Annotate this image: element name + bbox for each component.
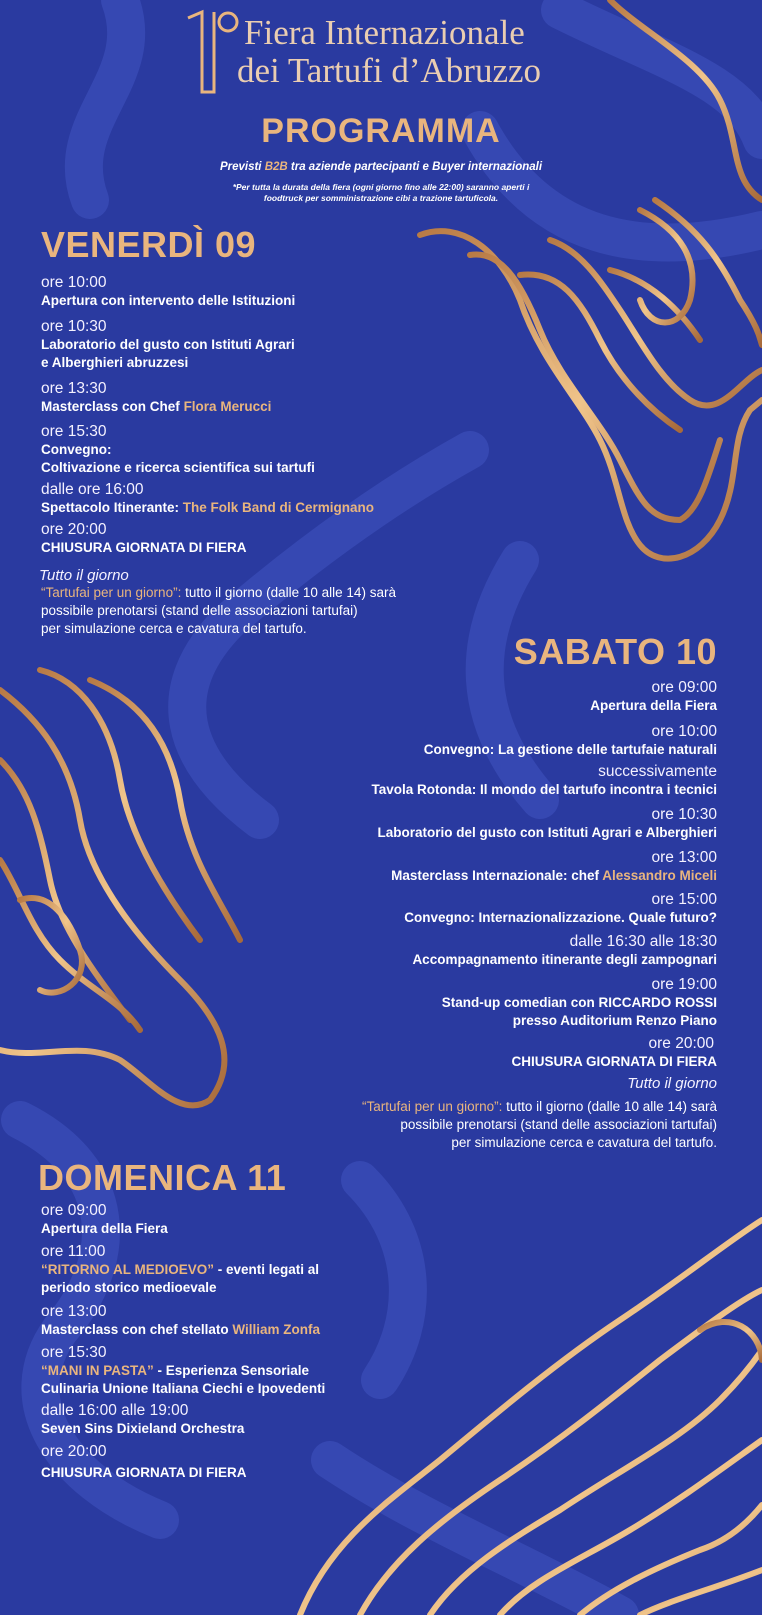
- friday-allday-line2: possibile prenotarsi (stand delle associazioni tartufai): [41, 603, 358, 618]
- sunday-schedule: [41, 1201, 481, 1482]
- saturday-time-9: ore 20:00: [648, 1035, 714, 1052]
- sunday-title: DOMENICA 11: [38, 1157, 287, 1198]
- friday-allday-highlight: “Tartufai per un giorno”:: [41, 585, 182, 600]
- friday-event-2b: e Alberghieri abruzzesi: [41, 355, 189, 370]
- sunday-event-2-highlight: “RITORNO AL MEDIOEVO”: [41, 1262, 215, 1277]
- programma-heading: PROGRAMMA: [261, 112, 501, 150]
- sunday-event-5: Seven Sins Dixieland Orchestra: [41, 1421, 245, 1436]
- saturday-allday-highlight: “Tartufai per un giorno”:: [362, 1099, 503, 1114]
- saturday-event-9: CHIUSURA GIORNATA DI FIERA: [511, 1054, 717, 1069]
- saturday-time-7: dalle 16:30 alle 18:30: [569, 933, 717, 950]
- saturday-event-5-chef: Alessandro Miceli: [602, 868, 717, 883]
- sunday-event-4-text: - Esperienza Sensoriale: [153, 1363, 310, 1378]
- saturday-allday-line3: per simulazione cerca e cavatura del tartufo.: [451, 1135, 717, 1150]
- saturday-event-2: Convegno: La gestione delle tartufaie naturali: [423, 742, 717, 757]
- friday-allday: Tutto il giorno: [39, 567, 129, 584]
- sunday-time-5: dalle 16:00 alle 19:00: [41, 1402, 189, 1419]
- sunday-event-3: [41, 1321, 481, 1339]
- friday-event-4a: Convegno:: [41, 442, 112, 457]
- foodtruck-note: [0, 182, 762, 204]
- sunday-event-2b: periodo storico medioevale: [41, 1280, 217, 1295]
- saturday-allday-text: tutto il giorno (dalle 10 alle 14) sarà: [502, 1099, 717, 1114]
- friday-event-3-chef: Flora Merucci: [183, 399, 272, 414]
- sunday-time-1: ore 09:00: [41, 1202, 107, 1219]
- friday-event-4b: Coltivazione e ricerca scientifica sui tartufi: [41, 460, 315, 475]
- sunday-event-3-chef: William Zonfa: [232, 1322, 320, 1337]
- sunday-event-3-text: Masterclass con chef stellato: [41, 1322, 233, 1337]
- friday-allday-line3: per simulazione cerca e cavatura del tartufo.: [41, 621, 307, 636]
- friday-event-5-text: Spettacolo Itinerante:: [41, 500, 183, 515]
- friday-event-3: [41, 398, 501, 416]
- friday-time-3: ore 13:30: [41, 380, 107, 397]
- friday-allday-text: tutto il giorno (dalle 10 alle 14) sarà: [181, 585, 396, 600]
- friday-event-1: Apertura con intervento delle Istituzioni: [41, 293, 296, 308]
- logo-title: [237, 13, 604, 90]
- friday-event-5-band: The Folk Band di Cermignano: [182, 500, 375, 515]
- friday-time-2: ore 10:30: [41, 318, 107, 335]
- saturday-event-6: Convegno: Internazionalizzazione. Quale futuro?: [404, 910, 717, 925]
- note-line1: *Per tutta la durata della fiera (ogni giorno fino alle 22:00) saranno aperti i: [232, 182, 530, 192]
- saturday-event-7: Accompagnamento itinerante degli zampognari: [412, 952, 717, 967]
- friday-event-3-text: Masterclass con Chef: [41, 399, 184, 414]
- logo-title-line1: Fiera Internazionale: [244, 13, 525, 52]
- saturday-event-4: Laboratorio del gusto con Istituti Agrari e Alberghieri: [377, 825, 717, 840]
- b2b-note: [0, 161, 762, 173]
- note-line2: foodtruck per somministrazione cibi a trazione tartuficola.: [263, 193, 499, 203]
- saturday-event-8: presso Auditorium Renzo Piano: [512, 1013, 717, 1028]
- saturday-time-5: ore 13:00: [651, 849, 717, 866]
- saturday-time-3: successivamente: [598, 763, 717, 780]
- friday-time-1: ore 10:00: [41, 274, 107, 291]
- friday-event-2a: Laboratorio del gusto con Istituti Agrari: [41, 337, 295, 352]
- friday-event-5: [41, 499, 501, 517]
- sunday-event-6: CHIUSURA GIORNATA DI FIERA: [41, 1465, 247, 1480]
- saturday-event-3: Tavola Rotonda: Il mondo del tartufo incontra i tecnici: [371, 782, 717, 797]
- friday-time-5: dalle ore 16:00: [41, 481, 144, 498]
- saturday-allday-line1: [197, 1098, 717, 1116]
- sunday-time-2: ore 11:00: [41, 1243, 106, 1260]
- saturday-time-8: ore 19:00: [651, 976, 717, 993]
- sunday-event-4-highlight: “MANI IN PASTA”: [41, 1363, 154, 1378]
- saturday-schedule: [197, 678, 717, 1152]
- sunday-time-3: ore 13:00: [41, 1303, 107, 1320]
- saturday-time-1: ore 09:00: [651, 679, 717, 696]
- saturday-time-2: ore 10:00: [651, 723, 717, 740]
- b2b-post: tra aziende partecipanti e Buyer internazionali: [287, 161, 543, 173]
- saturday-allday: Tutto il giorno: [627, 1075, 717, 1092]
- sunday-event-2a: [41, 1261, 481, 1279]
- friday-time-6: ore 20:00: [41, 521, 107, 538]
- saturday-title: SABATO 10: [513, 631, 717, 672]
- b2b-pre: Previsti: [219, 161, 265, 173]
- logo: [184, 6, 244, 98]
- saturday-event-5-text: Masterclass Internazionale: chef: [391, 868, 603, 883]
- sunday-time-4: ore 15:30: [41, 1344, 107, 1361]
- b2b-highlight: B2B: [264, 161, 288, 173]
- sunday-event-4b: Culinaria Unione Italiana Ciechi e Ipovedenti: [41, 1381, 326, 1396]
- friday-allday-line1: [41, 584, 501, 602]
- sunday-time-6: ore 20:00: [41, 1443, 107, 1460]
- logo-numeral-graphic: [184, 6, 244, 98]
- saturday-time-6: ore 15:00: [651, 891, 717, 908]
- sunday-event-2-text: - eventi legati al: [214, 1262, 320, 1277]
- friday-event-6: CHIUSURA GIORNATA DI FIERA: [41, 540, 247, 555]
- saturday-time-4: ore 10:30: [651, 806, 717, 823]
- friday-time-4: ore 15:30: [41, 423, 107, 440]
- saturday-allday-line2: possibile prenotarsi (stand delle associazioni tartufai): [400, 1117, 717, 1132]
- sunday-event-4a: [41, 1362, 481, 1380]
- logo-title-line2: dei Tartufi d’Abruzzo: [237, 51, 542, 90]
- sunday-event-1: Apertura della Fiera: [41, 1221, 168, 1236]
- saturday-event-8-highlight: Stand-up comedian con RICCARDO ROSSI: [441, 995, 717, 1010]
- saturday-event-5: [197, 867, 717, 885]
- friday-schedule: [41, 273, 501, 638]
- friday-title: VENERDÌ 09: [41, 224, 257, 265]
- saturday-event-1: Apertura della Fiera: [590, 698, 717, 713]
